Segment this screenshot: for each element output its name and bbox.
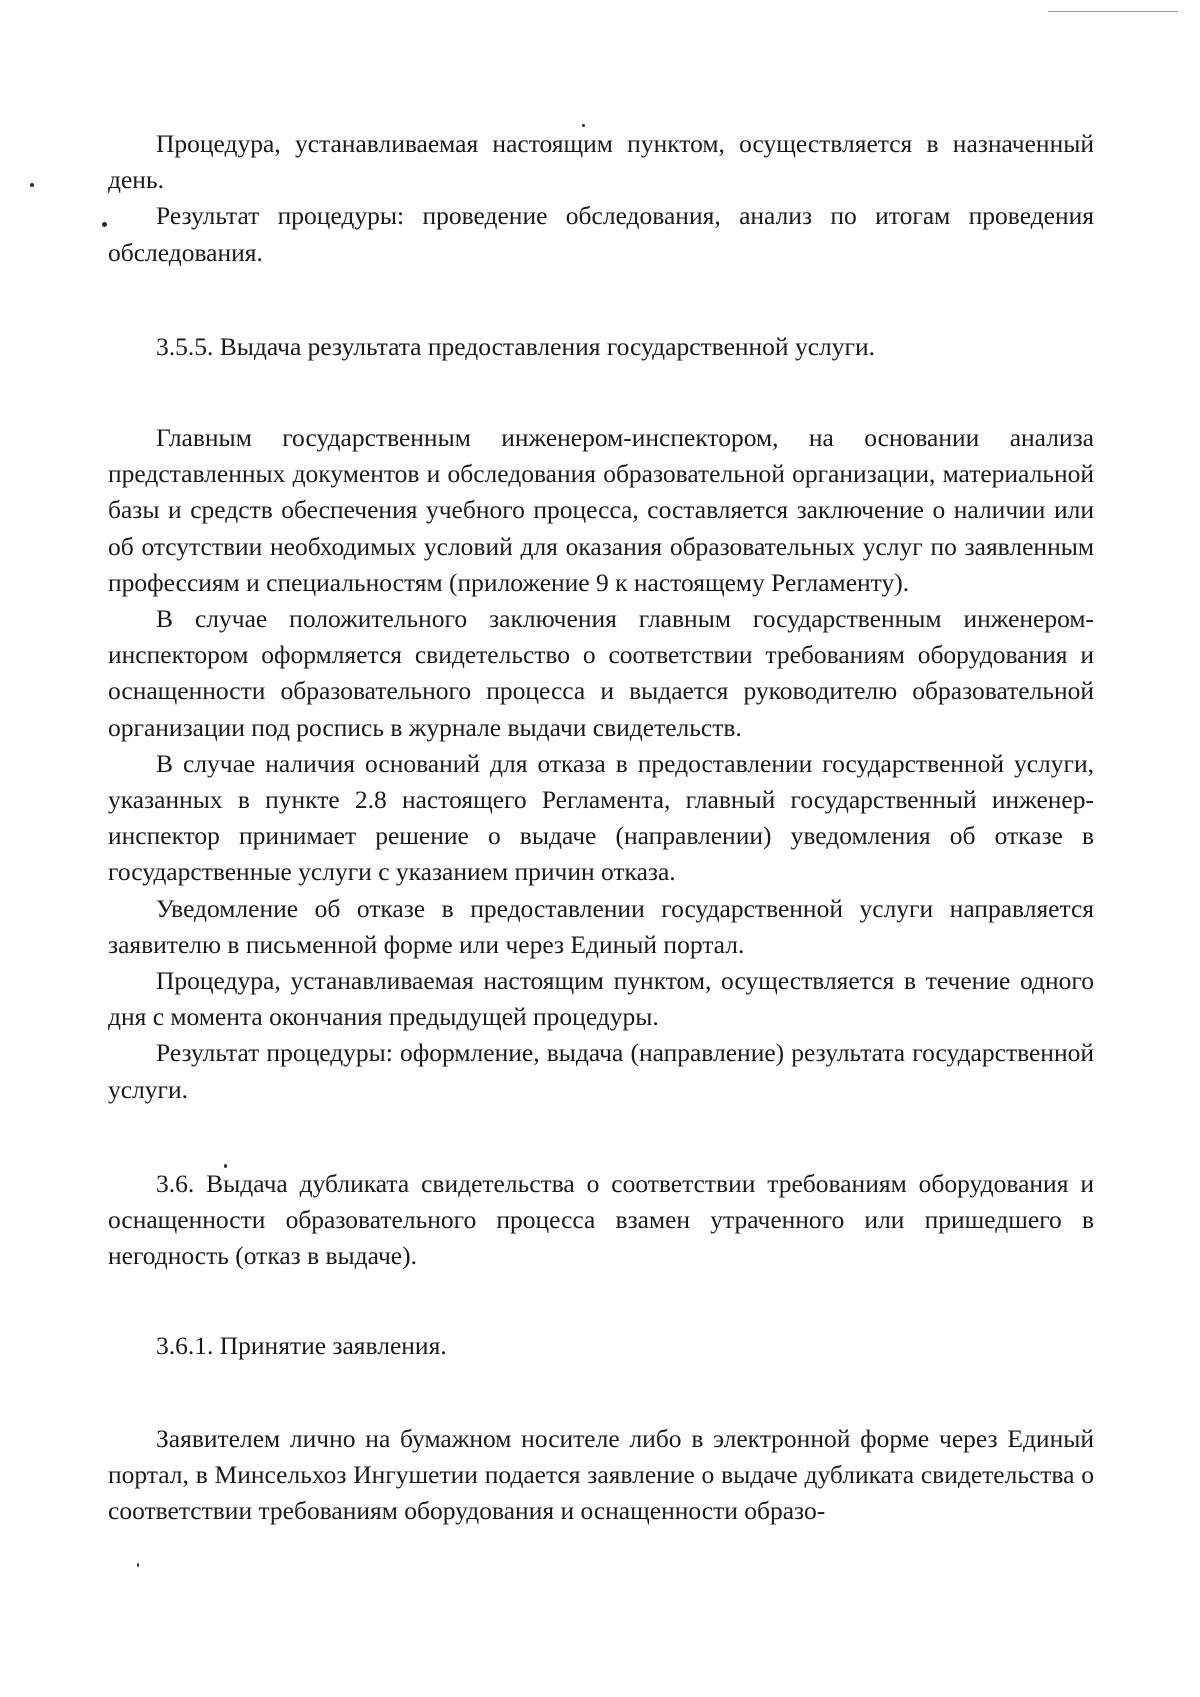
paragraph-procedure-result-inspection: Результат процедуры: проведение обследования, анализ по итогам проведения обследования. [108,201,1094,267]
scan-speck [224,1164,227,1168]
paragraph-refusal-grounds: В случае наличия оснований для отказа в предоставлении государственной услуги, указанных в пункте 2.8 настоящего Регламента, главный государственный инженер-инспектор принимает решение о выдаче (направлении) уведомления об отказе в государственные услуги с указанием причин отказа. [108,748,1094,887]
paragraph-procedure-result-issue: Результат процедуры: оформление, выдача (направление) результата государственной услуги. [108,1038,1094,1104]
paragraph-positive-conclusion: В случае положительного заключения главным государственным инженером-инспектором оформляется свидетельство о соответствии требованиям оборудования и оснащенности образовательного процесса и выдается руководителю образовательной организации под роспись в журнале выдачи свидетельств. [108,604,1094,742]
scan-speck [102,222,107,227]
paragraph-application-submission: Заявителем лично на бумажном носителе либо в электронной форме через Единый портал, в Минсельхоз Ингушетии подается заявление о выдаче дубликата свидетельства о соответствии требованиям оборудования и оснащенности образо- [108,1423,1094,1526]
section-heading-3-5-5: 3.5.5. Выдача результата предоставления государственной услуги. [156,331,875,361]
header-rule [1048,11,1178,12]
paragraph-procedure-scheduled-day: Процедура, устанавливаемая настоящим пунктом, осуществляется в назначенный день. [108,129,1094,195]
scan-speck [582,124,585,127]
paragraph-procedure-one-day: Процедура, устанавливаемая настоящим пунктом, осуществляется в течение одного дня с момента окончания предыдущей процедуры. [108,966,1094,1032]
paragraph-conclusion: Главным государственным инженером-инспектором, на основании анализа представленных документов и обследования образовательной организации, материальной базы и средств обеспечения учебного процесса, составляется заключение о наличии или об отсутствии необходимых условий для оказания образовательных услуг по заявленным профессиям и специальностям (приложение 9 к настоящему Регламенту). [108,423,1094,597]
scan-speck [30,183,34,187]
document-body [108,126,1094,1529]
scan-speck [137,1563,139,1567]
paragraph-refusal-notice: Уведомление об отказе в предоставлении государственной услуги направляется заявителю в письменной форме или через Единый портал. [108,893,1094,959]
section-heading-3-6: 3.6. Выдача дубликата свидетельства о соответствии требованиям оборудования и оснащенности образовательного процесса взамен утраченного или пришедшего в негодность (отказ в выдаче). [108,1168,1094,1271]
section-heading-3-6-1: 3.6.1. Принятие заявления. [156,1331,447,1361]
